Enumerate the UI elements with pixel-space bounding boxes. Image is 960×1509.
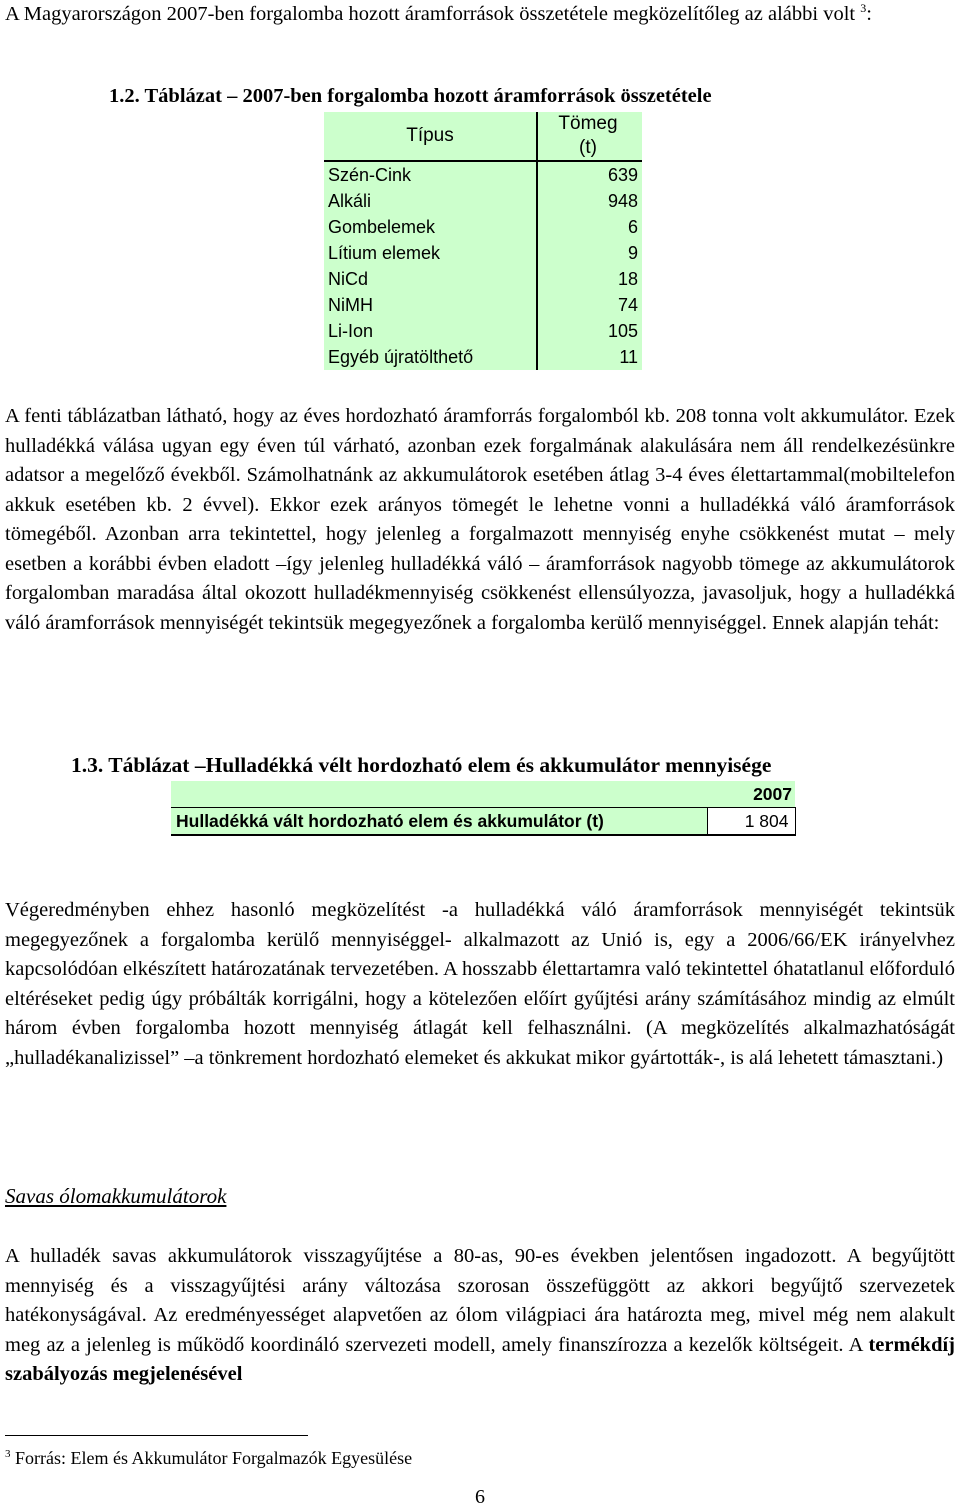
table1-mass-cell: 948	[607, 190, 638, 211]
table-row	[171, 808, 795, 836]
table-row	[324, 344, 642, 370]
table-row	[324, 266, 642, 292]
table-row	[324, 214, 642, 240]
table1-mass-cell: 11	[619, 346, 638, 367]
table1-mass-cell: 18	[617, 268, 638, 289]
table2-row-value: 1 804	[707, 808, 795, 836]
section-paragraph: A hulladék savas akkumulátorok visszagyűjtése a 80-as, 90-es években jelentősen ingadozott. A begyűjtött mennyiség és a visszagyűjtési arány változása szorosan összefüggött az akkori begyűjtő szervezetek hatékonyságával. Az eredményességet alapvetően az ólom világpiaci ára határozta meg, mivel még nem alakult meg az a jelenleg is működő koordináló szervezeti modell, amely finanszírozza a kezelők költségeit. A termékdíj szabályozás megjelenésével	[5, 1245, 955, 1385]
table1-type-cell: NiMH	[324, 292, 537, 318]
footnote-divider	[5, 1435, 308, 1436]
table2-year-header: 2007	[707, 781, 795, 808]
table1-mass-cell: 639	[607, 164, 638, 185]
table2	[171, 781, 796, 836]
table-row	[324, 292, 642, 318]
table1-type-cell: Li-Ion	[324, 318, 537, 344]
table1-mass-cell: 6	[627, 216, 638, 237]
paragraph-after-table2: Végeredményben ehhez hasonló megközelítést -a hulladékká váló áramforrások mennyiségét tekintsük megegyezőnek a forgalomba kerülő mennyiséggel- alkalmazott az Unió is, egy a 2006/66/EK irányelvhez kapcsolódóan elkészített határozatának tervezetében. A hosszabb élettartamra való tekintettel óhatatlanul előforduló eltéréseket pedig úgy próbálták korrigálni, hogy a kötelezően előírt gyűjtési arány számításához mindig az elmúlt három évben forgalomba hozott mennyiség átlagát kell felhasználni. (A megközelítés alkalmazhatóságát „hulladékanalizissel” –a tönkrement hordozható elemeket és akkukat mikor gyártották-, is alá lehetett támasztani.)	[5, 899, 955, 1069]
table1-mass-cell: 105	[607, 320, 638, 341]
table-row	[324, 188, 642, 214]
footnote-ref[interactable]: 3	[860, 1, 867, 16]
table-row	[324, 161, 642, 188]
table2-blank-cell	[171, 781, 707, 808]
intro-paragraph: A Magyarországon 2007-ben forgalomba hozott áramforrások összetétele megközelítőleg az alábbi volt $^3$:	[5, 1, 872, 25]
table1-mass-cell: 9	[627, 242, 638, 263]
table2-caption: 1.3. Táblázat –Hulladékká vélt hordozható elem és akkumulátor mennyisége	[71, 753, 772, 777]
table1-mass-cell: 74	[617, 294, 638, 315]
table2-row-label: Hulladékká vált hordozható elem és akkumulátor (t)	[171, 808, 707, 836]
table-row	[324, 318, 642, 344]
table1-type-cell: Gombelemek	[324, 214, 537, 240]
table1-type-cell: Egyéb újratölthető	[324, 344, 537, 370]
table1	[324, 112, 642, 370]
paragraph-after-table1: A fenti táblázatban látható, hogy az éves hordozható áramforrás forgalomból kb. 208 tonna volt akkumulátor. Ezek hulladékká válása ugyan egy éven túl várható, azonban ezek forgalmának alakulására nem áll rendelkezésünkre adatsor a megelőző évekből. Számolhatnánk az akkumulátorok esetében átlag 3-4 éves élettartammal(mobiltelefon akkuk esetében kb. 2 évvel). Ekkor ezek arányos tömegét le lehetne vonni a hulladékká váló áramforrások tömegéből. Azonban arra tekintettel, hogy jelenleg a forgalmazott mennyiség enyhe csökkenést mutat – mely esetben a korábbi évben eladott –így jelenleg hulladékká váló – áramforrások nagyobb tömege az akkumulátorok forgalomban maradása által okozott hulladékmennyiség csökkenést ellensúlyozza, javasoljuk, hogy a hulladékká váló áramforrások mennyiségét tekintsük megegyezőnek a forgalomba kerülő mennyiséggel. Ennek alapján tehát:	[5, 405, 955, 634]
table1-type-cell: Alkáli	[324, 188, 537, 214]
bold-phrase: termékdíj szabályozás megjelenésével	[5, 1333, 955, 1385]
table1-header-type: Típus	[324, 112, 537, 161]
table-row	[324, 240, 642, 266]
table1-type-cell: Szén-Cink	[324, 161, 537, 188]
table1-type-cell: Lítium elemek	[324, 240, 537, 266]
page-number: 6	[475, 1486, 485, 1508]
section-heading: Savas ólomakkumulátorok	[5, 1184, 227, 1208]
footnote: $^3$ Forrás: Elem és Akkumulátor Forgalmazók Egyesülése	[5, 1448, 413, 1468]
table1-header-mass: Tömeg (t)	[537, 112, 642, 161]
table1-caption: 1.2. Táblázat – 2007-ben forgalomba hozott áramforrások összetétele	[109, 85, 712, 107]
table1-type-cell: NiCd	[324, 266, 537, 292]
